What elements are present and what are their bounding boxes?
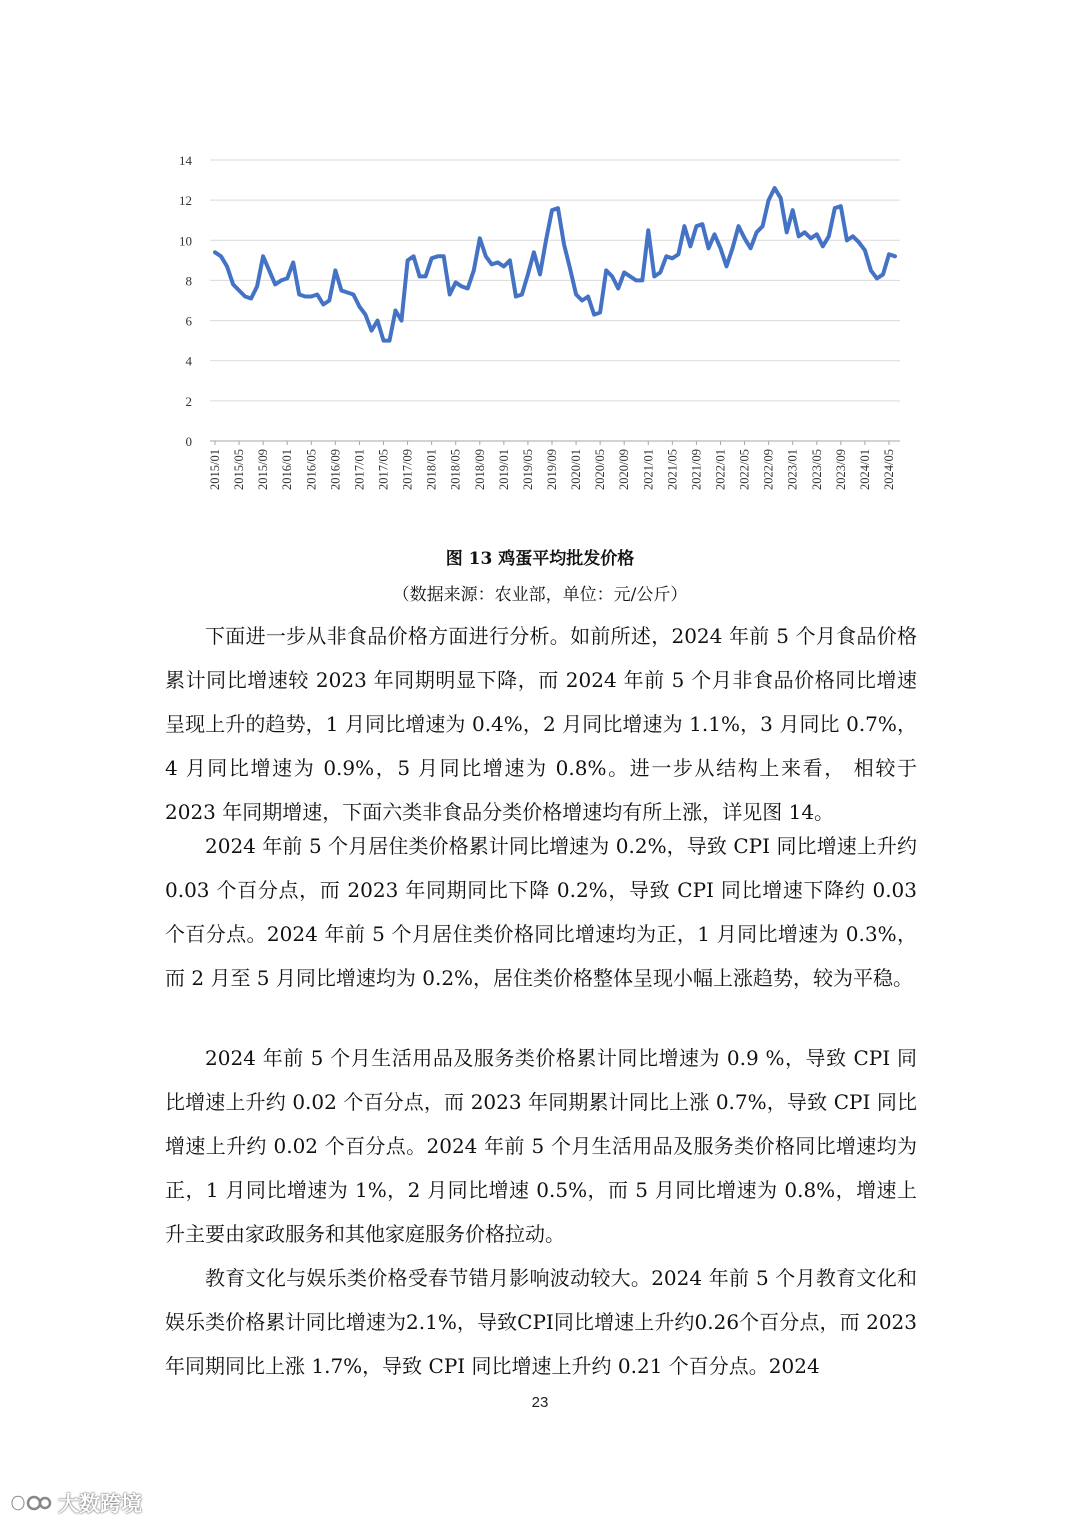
x-tick-label: 2022/01	[713, 449, 728, 490]
egg-price-line-chart	[160, 140, 920, 520]
watermark-logo	[8, 1488, 142, 1518]
y-tick-label: 4	[185, 353, 192, 369]
x-tick-label: 2024/01	[857, 449, 872, 490]
x-tick-label: 2016/01	[280, 449, 295, 490]
y-tick-label: 14	[179, 153, 192, 168]
x-tick-label: 2023/05	[809, 449, 824, 490]
x-tick-label: 2023/01	[785, 449, 800, 490]
paragraph-education-culture: 教育文化与娱乐类价格受春节错月影响波动较大。2024 年前 5 个月教育文化和娱乐类价格累计同比增速为2.1%，导致CPI同比增速上升约0.26个百分点，而 2023 年同期同比上涨 1.7%，导致 CPI 同比增速上升约 0.21 个百分点。2024	[165, 1266, 917, 1378]
x-tick-label: 2022/09	[761, 449, 776, 490]
x-tick-label: 2016/09	[328, 449, 343, 490]
page-number: 23	[531, 1394, 549, 1411]
y-tick-label: 10	[179, 233, 192, 249]
x-tick-label: 2015/09	[256, 449, 271, 490]
x-tick-label: 2019/05	[520, 449, 535, 490]
egg-price-series-line	[215, 188, 895, 341]
x-tick-label: 2018/09	[472, 449, 487, 490]
watermark-icon	[8, 1490, 52, 1516]
chart-gridlines	[210, 160, 900, 441]
x-tick-label: 2017/09	[400, 449, 415, 490]
y-axis-tick-labels	[179, 153, 193, 449]
x-tick-label: 2021/09	[689, 449, 704, 490]
x-tick-label: 2015/05	[232, 449, 247, 490]
x-tick-label: 2020/09	[617, 449, 632, 490]
paragraph-household-goods: 2024 年前 5 个月生活用品及服务类价格累计同比增速为 0.9 %，导致 CPI 同比增速上升约 0.02 个百分点，而 2023 年同期累计同比上涨 0.7%，导致 CPI 同比增速上升约 0.02 个百分点。2024 年前 5 个月生活用品及服务类价格同比增速均为正，1 月同比增速为 1%，2 月同比增速 0.5%，而 5 月同比增速为 0.8%，增速上升主要由家政服务和其他家庭服务价格拉动。	[165, 1046, 917, 1246]
paragraph-housing: 2024 年前 5 个月居住类价格累计同比增速为 0.2%，导致 CPI 同比增速上升约 0.03 个百分点，而 2023 年同期同比下降 0.2%，导致 CPI 同比增速下降约 0.03 个百分点。2024 年前 5 个月居住类价格同比增速均为正，1 月同比增速为 0.3%，而 2 月至 5 月同比增速均为 0.2%，居住类价格整体呈现小幅上涨趋势，较为平稳。	[165, 834, 917, 990]
y-tick-label: 8	[185, 273, 192, 289]
y-tick-label: 0	[185, 434, 192, 449]
x-tick-label: 2018/05	[448, 449, 463, 490]
x-tick-label: 2020/01	[569, 449, 584, 490]
x-tick-label: 2022/05	[737, 449, 752, 490]
x-tick-label: 2023/09	[833, 449, 848, 490]
x-tick-label: 2020/05	[593, 449, 608, 490]
x-tick-label: 2018/01	[424, 449, 439, 490]
x-tick-label: 2017/01	[352, 449, 367, 490]
x-tick-label: 2015/01	[208, 449, 222, 490]
y-tick-label: 6	[185, 313, 192, 329]
x-tick-label: 2021/01	[641, 449, 656, 490]
paragraph-nonfood: 下面进一步从非食品价格方面进行分析。如前所述，2024 年前 5 个月食品价格累计同比增速较 2023 年同期明显下降，而 2024 年前 5 个月非食品价格同比增速呈现上升的趋势，1 月同比增速为 0.4%，2 月同比增速为 1.1%，3 月同比 0.7%，4 月同比增速为 0.9%，5 月同比增速为 0.8%。进一步从结构上来看， 相较于 2023 年同期增速，下面六类非食品分类价格增速均有所上涨，详见图 14。	[165, 624, 917, 824]
figure-title: 图 13 鸡蛋平均批发价格	[445, 549, 635, 569]
y-tick-label: 12	[179, 193, 192, 209]
x-tick-label: 2024/05	[881, 449, 896, 490]
x-tick-label: 2016/05	[304, 449, 319, 490]
watermark-text: 大数跨境	[58, 1492, 142, 1516]
x-axis-tick-labels	[208, 441, 896, 490]
x-tick-label: 2019/09	[544, 449, 559, 490]
x-tick-label: 2021/05	[665, 449, 680, 490]
chart-series	[215, 188, 895, 341]
y-tick-label: 2	[185, 393, 192, 409]
x-tick-label: 2019/01	[496, 449, 511, 490]
x-tick-label: 2017/05	[376, 449, 391, 490]
figure-source: （数据来源：农业部，单位：元/公斤）	[392, 585, 688, 605]
